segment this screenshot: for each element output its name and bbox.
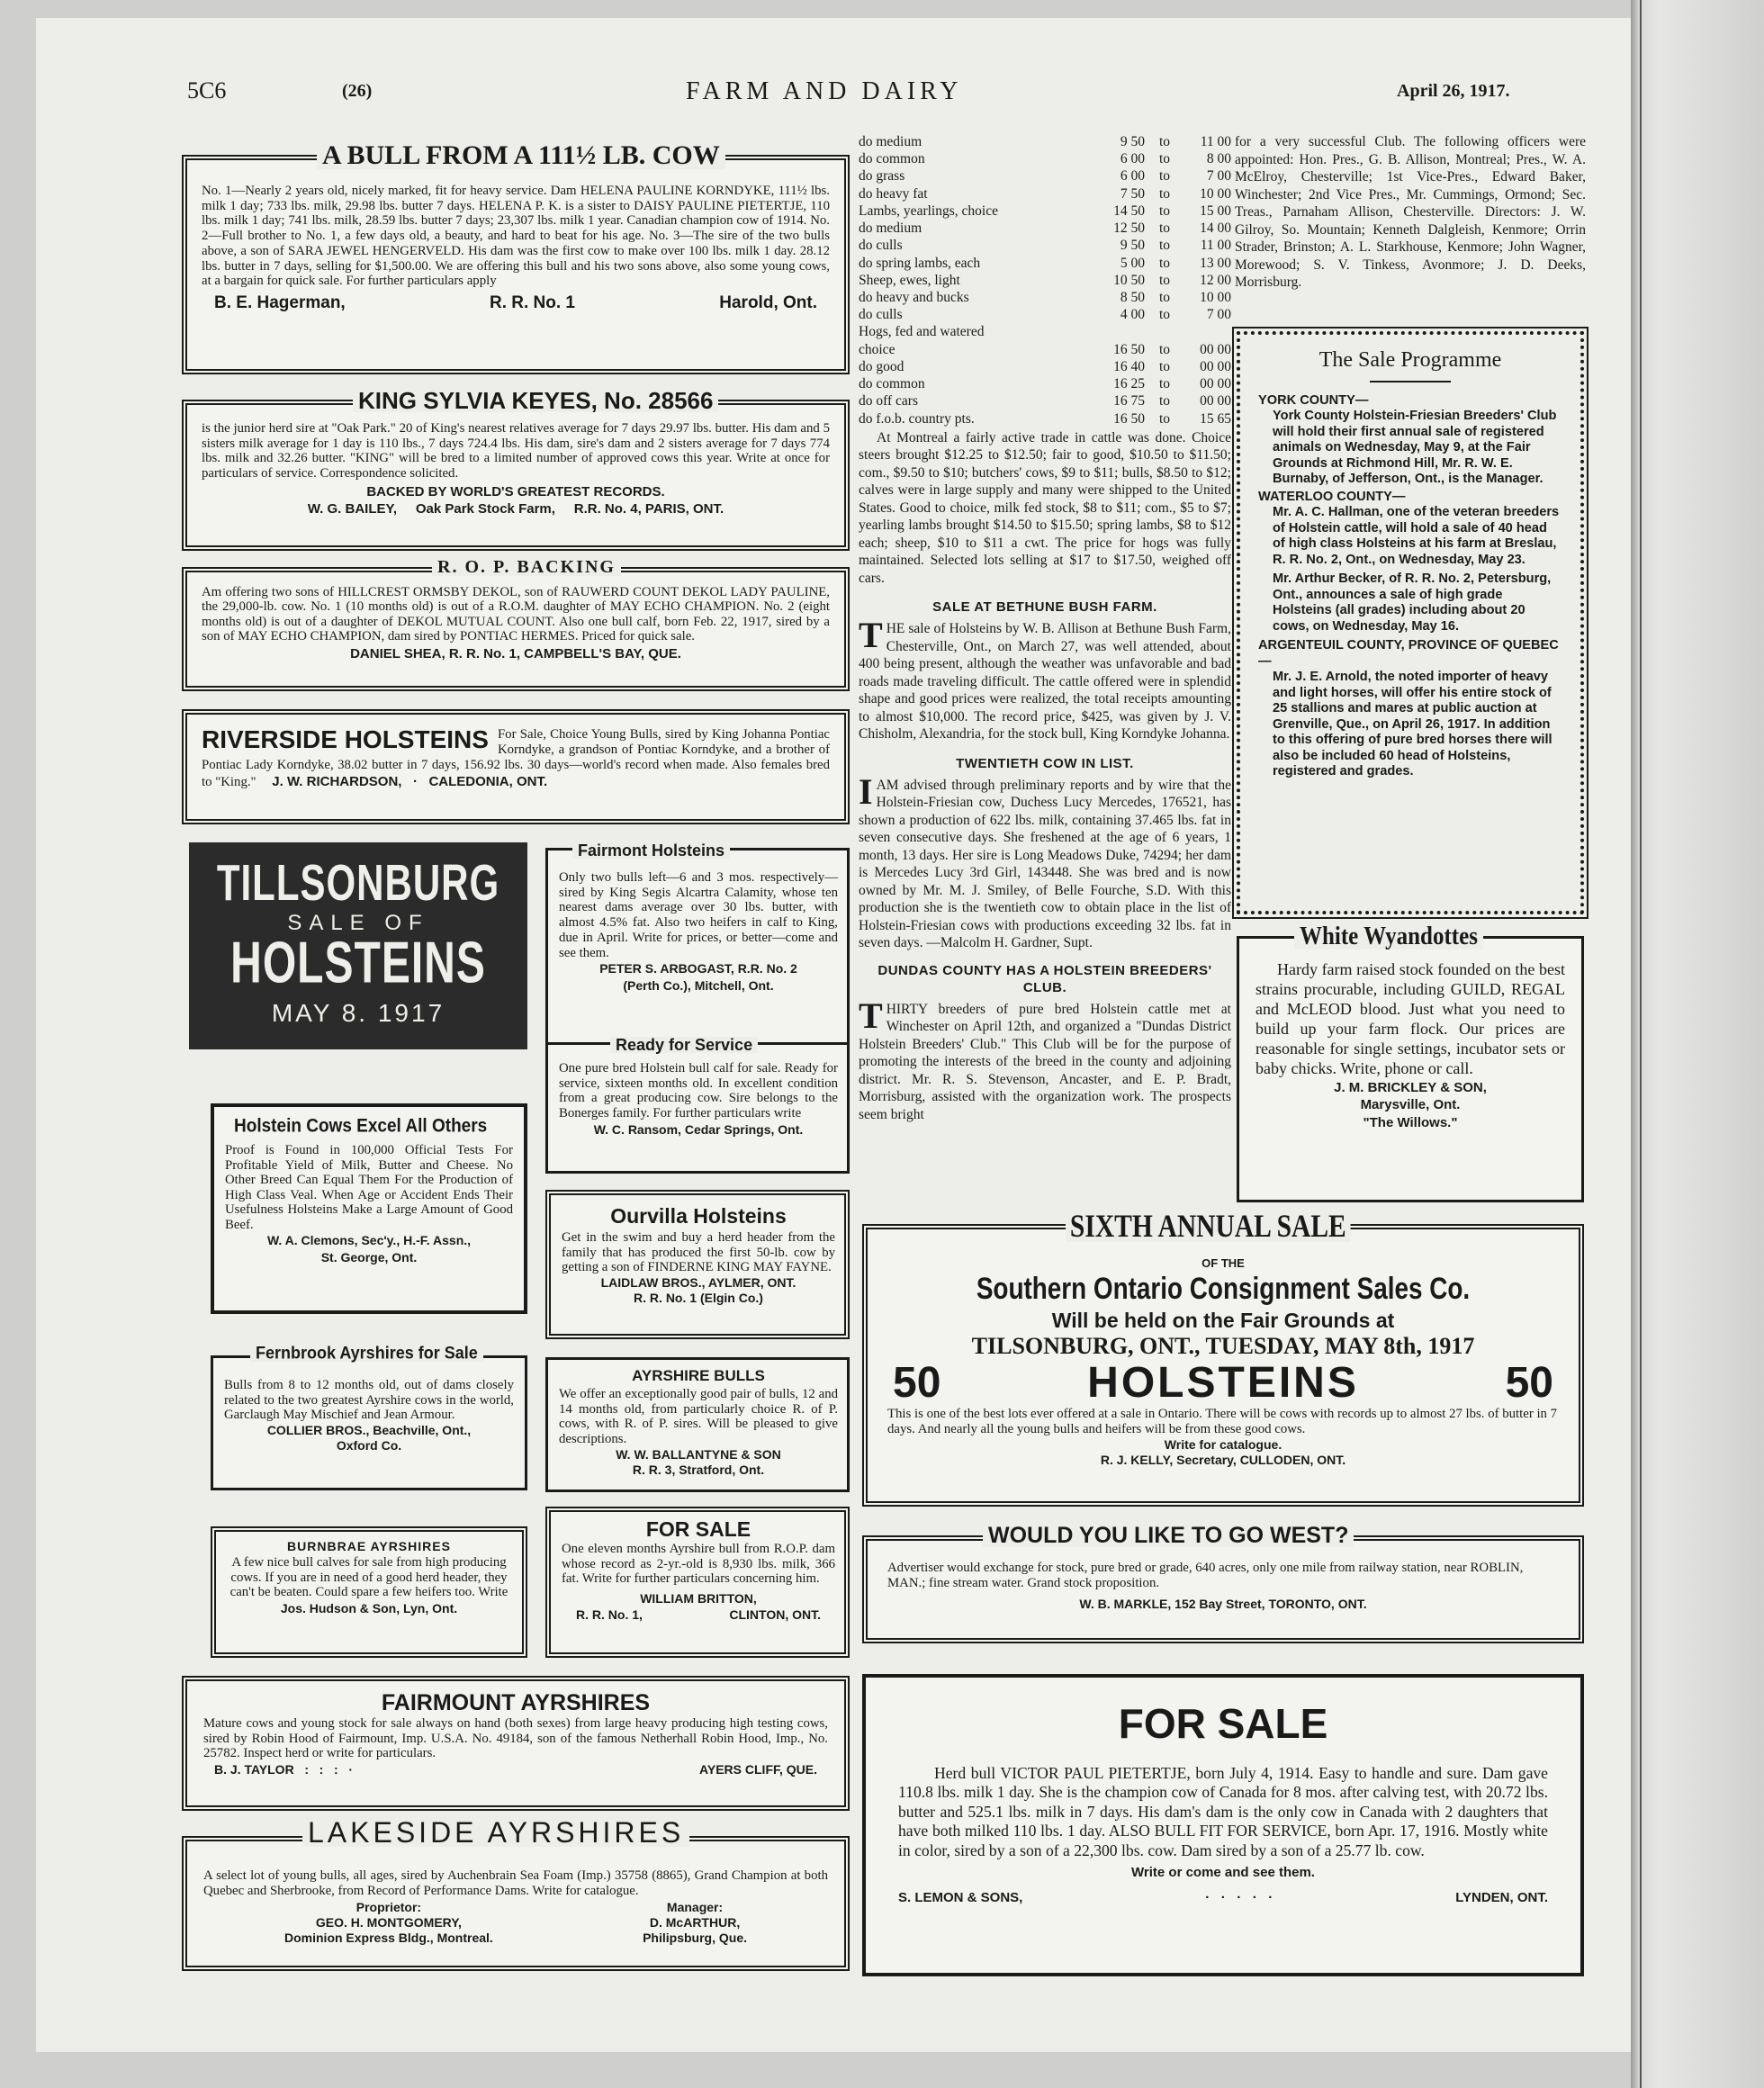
market-cell: 5 00 <box>1120 255 1145 271</box>
drop-cap: T <box>859 994 883 1036</box>
article-title: SALE AT BETHUNE BUSH FARM. <box>932 599 1157 616</box>
ad-signature: DANIEL SHEA, R. R. No. 1, CAMPBELL'S BAY, QUE. <box>350 646 681 662</box>
market-cell: 7 00 <box>1206 307 1231 323</box>
banner-line-4: MAY 8. 1917 <box>271 998 446 1027</box>
market-cell: 12 50 <box>1113 220 1145 237</box>
ad-text: This is one of the best lots ever offered at a sale in Ontario. There will be cows with records up to almost 27 lbs. of butter in 7 days. And nearly all the young bulls and heifers will be from these good cows. <box>887 1407 1558 1437</box>
ad-signature: W. G. BAILEY, Oak Park Stock Farm, R.R. No. 4, PARIS, ONT. <box>307 501 724 518</box>
ad-for-sale-lemon <box>862 1674 1584 1976</box>
market-cell: 14 50 <box>1113 202 1145 219</box>
ad-bull-111 <box>182 155 850 374</box>
ad-headline <box>887 1360 1559 1408</box>
market-cell: Sheep, ewes, light <box>859 272 960 288</box>
ad-signature <box>203 1761 828 1778</box>
market-cell: 10 00 <box>1200 185 1231 202</box>
ad-signature-1: COLLIER BROS., Beachville, Ont., <box>266 1423 472 1438</box>
market-cell: do spring lambs, each <box>859 255 981 271</box>
market-cell: to <box>1158 410 1171 427</box>
market-cell: 00 00 <box>1200 358 1231 374</box>
article-body <box>859 994 1231 1124</box>
ad-text: Herd bull VICTOR PAUL PIETERTJE, born July 4, 1914. Easy to handle and sure. Dam gave 110.8 lbs. milk 1 day. She is the champion cow of Canada for 8 mos. after calving test, with 20.72 lbs. butter and 525.1 lbs. milk in 7 days. His dam's dam is the only cow in Canada with 2 daughters that have both milked 110 lbs. 1 day. ALSO BULL FIT FOR SERVICE, born Apr. 17, 1916. Mostly white in color, sired by a son of a 22,300 lbs. cow. Dam sired by a son of a 25.77 lb. cow. <box>898 1764 1548 1859</box>
ad-signature-1: PETER S. ARBOGAST, R.R. No. 2 <box>599 961 797 976</box>
waterloo-text-2: Mr. Arthur Becker, of R. R. No. 2, Petersburg, Ont., announces a sale of high grade Holsteins (all grades) including about 20 cows, on Wednesday, May 16. <box>1273 572 1552 634</box>
market-cell: to <box>1158 341 1171 357</box>
argenteuil-text: Mr. J. E. Arnold, the noted importer of heavy and light horses, will offer his entire stock of 25 stallions and mares at public auction at Grenville, Que., on April 26, 1917. In addition to this offering of pure bred horses there will also be included 60 head of Holsteins, registered and grades. <box>1273 670 1552 779</box>
market-cell: 8 50 <box>1120 289 1145 305</box>
prop-name: GEO. H. MONTGOMERY, <box>315 1915 462 1930</box>
article-text: HE sale of Holsteins by W. B. Allison at Bethune Bush Farm, Chesterville, Ont., on March 27, was well attended, about 400 being present, although the weather was unfavorable and bad roads made traveling difficult. The cattle offered were in splendid shape and good prices were realized, the total receipts amounting to almost $10,000. The record price, $425, was given by J. V. Chisholm, Alexandria, for the stock bull, King Korndyke Johanna. <box>859 621 1231 742</box>
market-cell: to <box>1158 272 1171 288</box>
page-gutter <box>1631 0 1764 2088</box>
market-cell: to <box>1158 220 1171 237</box>
ad-of-the: OF THE <box>1202 1256 1245 1270</box>
market-cell: to <box>1158 376 1171 392</box>
ad-signature-2: R. R. No. 1 (Elgin Co.) <box>634 1290 763 1305</box>
market-cell: 13 00 <box>1200 255 1231 271</box>
ad-signature: R. J. KELLY, Secretary, CULLODEN, ONT. <box>1100 1452 1346 1467</box>
ad-signature-1: LAIDLAW BROS., AYLMER, ONT. <box>600 1275 796 1291</box>
sig-rr: R. R. No. 1 <box>489 293 575 313</box>
banner-tillsonburg <box>189 842 527 1049</box>
ad-title: Ourvilla Holsteins <box>610 1204 787 1228</box>
ad-text: Advertiser would exchange for stock, pure bred or grade, 640 acres, only one mile from railway station, near ROBLIN, MAN.; fine stream water. Grand stock proposition. <box>887 1561 1524 1590</box>
market-cell: 00 00 <box>1200 393 1231 410</box>
ad-body <box>202 727 830 790</box>
prop-addr: Dominion Express Bldg., Montreal. <box>284 1930 493 1946</box>
ad-text: Hardy farm raised stock founded on the best strains procurable, including GUILD, REGAL and McLEOD blood. Just what you need to build up your farm flock. Our prices are reasonable for single settings, incubator sets or baby chicks. Write, phone or call. <box>1256 960 1565 1077</box>
market-cell: 15 65 <box>1200 410 1231 427</box>
market-cell: 7 00 <box>1206 168 1231 184</box>
ad-title: RIVERSIDE HOLSTEINS <box>202 725 489 753</box>
issue-date: April 26, 1917. <box>1397 81 1510 101</box>
sig-name: S. LEMON & SONS, <box>898 1889 1023 1905</box>
ad-signature <box>898 1889 1548 1907</box>
ad-signature: W. C. Ransom, Cedar Springs, Ont. <box>593 1121 804 1137</box>
ad-signature: Jos. Hudson & Son, Lyn, Ont. <box>280 1601 458 1616</box>
market-column <box>859 133 1231 1213</box>
market-cell: 6 00 <box>1120 151 1145 167</box>
sig-dots: · · · · · <box>1205 1889 1274 1905</box>
market-cell: 16 75 <box>1113 393 1145 410</box>
ad-title: Fernbrook Ayrshires for Sale <box>250 1344 483 1362</box>
ad-title: AYRSHIRE BULLS <box>632 1367 765 1384</box>
ad-write: Write for catalogue. <box>1164 1436 1282 1452</box>
ad-signature-1: J. M. BRICKLEY & SON, <box>1334 1079 1487 1095</box>
mgr-addr: Philipsburg, Que. <box>643 1930 747 1946</box>
ad-signature-2: Marysville, Ont. <box>1360 1097 1461 1113</box>
ad-title: LAKESIDE AYRSHIRES <box>302 1818 689 1847</box>
programme-title: The Sale Programme <box>1318 348 1502 372</box>
ad-lakeside <box>182 1836 850 1971</box>
market-cell: 16 50 <box>1113 341 1145 357</box>
sig-rr: R. R. No. 1, <box>576 1607 643 1623</box>
ad-title: KING SYLVIA KEYES, No. 28566 <box>353 389 718 412</box>
ad-text: is the junior herd sire at "Oak Park." 20 of King's nearest relatives average for 7 days 29.97 lbs. butter. His dam and 5 sisters milk average for 1 day is 110 lbs., 7 days 724.4 lbs. His dam, sire's dam and 2 sisters average for 7 days 774 lbs. milk and 32.26 butter. "KING" will be bred to a limited number of approved cows this year. Write at once for particulars of service. Correspondence solicited. <box>202 421 830 482</box>
divider <box>1370 381 1451 382</box>
market-cell: to <box>1158 202 1171 219</box>
mgr-name: D. McARTHUR, <box>649 1915 741 1930</box>
ad-ourvilla <box>545 1190 850 1339</box>
market-cell <box>1098 323 1145 340</box>
ad-text: A few nice bull calves for sale from high producing cows. If you are in need of a good herd header, they can't be beaten. Could spare a few heifers too. Write <box>230 1555 508 1600</box>
article-body <box>859 770 1231 952</box>
market-cell: 10 00 <box>1200 289 1231 305</box>
ad-signature-2: (Perth Co.), Mitchell, Ont. <box>623 977 774 993</box>
market-cell: 16 25 <box>1113 376 1145 392</box>
ad-go-west <box>862 1535 1584 1643</box>
ad-title: Holstein Cows Excel All Others <box>229 1117 492 1136</box>
market-cell: Lambs, yearlings, choice <box>859 202 998 219</box>
ad-signature-2 <box>562 1606 835 1623</box>
sale-programme <box>1237 331 1584 914</box>
market-cell: to <box>1158 238 1171 254</box>
market-cell: 7 50 <box>1120 185 1145 202</box>
waterloo-text-1: Mr. A. C. Hallman, one of the veteran breeders of Holstein cattle, will hold a sale of 40 head of high class Holsteins at his farm at Breslau, R. R. No. 2, Ont., on Wednesday, May 23. <box>1273 505 1560 567</box>
banner-line-3: HOLSTEINS <box>230 931 486 996</box>
ad-text: Get in the swim and buy a herd header from the family that has produced the first 50-lb. cow by getting a son of FINDERNE KING MAY FAYNE. <box>562 1230 835 1275</box>
market-cell <box>1148 323 1181 340</box>
market-cell: to <box>1158 358 1171 374</box>
ad-signature-2: St. George, Ont. <box>320 1249 418 1264</box>
york-text: York County Holstein-Friesian Breeders' Club will hold their first annual sale of registered animals on Wednesday, May 9, at the Fair Grounds at Richmond Hill, Mr. R. W. E. Burnaby, of Jefferson, Ont., is the Manager. <box>1273 409 1557 487</box>
ad-title: FAIRMOUNT AYRSHIRES <box>381 1690 651 1715</box>
ad-signature-1: W. W. BALLANTYNE & SON <box>616 1446 781 1462</box>
sig-place: Harold, Ont. <box>719 293 817 313</box>
article-title: TWENTIETH COW IN LIST. <box>956 755 1134 771</box>
market-cell: do medium <box>859 220 922 237</box>
market-cell: 9 50 <box>1120 134 1145 149</box>
market-cell: Hogs, fed and watered <box>859 324 985 340</box>
ad-text: Proof is Found in 100,000 Official Tests For Profitable Yield of Milk, Butter and Cheese. No Other Breed Can Equal Them For the Production of High Class Veal. When Age or Accident Ends Their Usefulness Holsteins Make a Large Amount of Good Beef. <box>225 1143 513 1232</box>
ad-ready-for-service <box>545 1042 850 1174</box>
ad-signature: J. W. RICHARDSON, · CALEDONIA, ONT. <box>272 773 548 789</box>
ad-fairmont-holsteins <box>545 848 850 1046</box>
market-cell: 16 40 <box>1113 358 1145 374</box>
market-cell: to <box>1158 134 1171 149</box>
article-text: AM advised through preliminary reports and by wire that the Holstein-Friesian cow, Duchess Lucy Mercedes, 176521, has shown a production of 622 lbs. milk, containing 37.465 lbs. fat in seven consecutive days. She freshened at the age of 6 years, 1 month, 13 days. Her sire is Long Meadows Duke, 74294; her dam is Mercedes Lucy 3rd Girl, 143448. She was bred and is now owned by Mr. M. J. Smiley, of Belle Fourche, S.D. With this production she is the twentieth cow to obtain place in the list of Holstein-Friesian cows with productions exceeding 32 lbs. fat in seven days. —Malcolm H. Gardner, Supt. <box>859 777 1231 951</box>
market-cell: 10 50 <box>1113 272 1145 288</box>
market-cell: do common <box>859 151 925 167</box>
york-heading: YORK COUNTY— <box>1258 392 1369 408</box>
ad-white-wyandottes <box>1237 936 1584 1202</box>
market-cell: 15 00 <box>1200 202 1231 219</box>
montreal-report: At Montreal a fairly active trade in cattle was done. Choice steers brought $12.25 to $12.50; fair to good, $10.50 to $11.50; com., $9.50 to $10; butchers' cows, $9 to $11; bulls, $8.50 to $12; calves were in large supply and many were shipped to the United States. Good to choice, milk fed stock, $8 to $11; com., $5 to $7; yearling lambs brought $14.50 to $15.50; spring lambs, $8 to $12 each; sheep, $10 to $11 a cwt. The price for hogs was fully maintained. Selected lots selling at $17 to $17.50, weighed off cars. <box>859 429 1231 586</box>
ad-holsteins: HOLSTEINS <box>1087 1358 1359 1407</box>
ad-ayrshire-bulls <box>545 1357 850 1492</box>
ad-title: WOULD YOU LIKE TO GO WEST? <box>983 1525 1354 1547</box>
ad-signature <box>203 1900 828 1945</box>
ad-write: Write or come and see them. <box>1131 1865 1315 1881</box>
ad-count-right: 50 <box>1505 1358 1553 1407</box>
ad-title: SIXTH ANNUAL SALE <box>1066 1210 1351 1242</box>
ad-title: FOR SALE <box>645 1517 752 1541</box>
ad-king-sylvia <box>182 400 850 551</box>
ad-title: White Wyandottes <box>1294 923 1483 950</box>
ad-text: A select lot of young bulls, all ages, sired by Auchenbrain Sea Foam (Imp.) 35758 (8865), Grand Champion at both Quebec and Sherbrooke, from Record of Performance Dams. Write for catalogue. <box>203 1868 828 1898</box>
newspaper-page <box>36 18 1631 2052</box>
ad-title: Ready for Service <box>610 1037 758 1053</box>
banner-line-2: SALE OF <box>287 911 429 936</box>
market-cell: to <box>1158 255 1171 271</box>
drop-cap: T <box>859 615 883 656</box>
market-cell: 00 00 <box>1200 341 1231 357</box>
ad-signature: W. B. MARKLE, 152 Bay Street, TORONTO, ONT. <box>1079 1597 1367 1612</box>
market-cell: to <box>1158 185 1171 202</box>
ad-text: One pure bred Holstein bull calf for sale. Ready for service, sixteen months old. In excellent condition from a great producing cow. Sire belongs to the Bonerges family. For further particulars write <box>559 1061 838 1121</box>
ad-where: TILSONBURG, ONT., TUESDAY, MAY 8th, 1917 <box>971 1332 1475 1359</box>
market-cell: to <box>1158 151 1171 167</box>
ad-text: Mature cows and young stock for sale always on hand (both sexes) from large heavy producing high testing cows, sired by Robin Hood of Fairmount, Imp. U.S.A. No. 49184, son of the famous Netherhall Robin Hood, Imp., No. 25782. Inspect herd or write for particulars. <box>203 1716 828 1761</box>
ad-signature <box>202 292 830 315</box>
ad-title: Fairmont Holsteins <box>572 842 730 859</box>
drop-cap: I <box>859 770 873 812</box>
market-cell: 12 00 <box>1200 272 1231 288</box>
market-cell: 8 00 <box>1206 151 1231 167</box>
ad-title: BURNBRAE AYRSHIRES <box>287 1539 451 1553</box>
ad-for-sale-britton <box>545 1507 850 1658</box>
market-cell: do common <box>859 376 925 392</box>
market-cell: do culls <box>859 307 903 323</box>
ad-count-left: 50 <box>893 1358 941 1407</box>
ad-title: A BULL FROM A 111½ LB. COW <box>317 142 725 169</box>
ad-text: For Sale, Choice Young Bulls, sired by King Johanna Pontiac Korndyke, a grandson of Pontiac Korndyke, and a brother of Pontiac Lady Korndyke, 38.02 butter in 7 days, 156.92 lbs. 30 days—world's record when made. Also females bred to "King." <box>202 727 830 789</box>
sig-name: B. J. TAYLOR : : : · <box>214 1762 354 1778</box>
ad-text: No. 1—Nearly 2 years old, nicely marked, fit for heavy service. Dam HELENA PAULINE KORNDYKE, 111½ lbs. milk 1 day; 733 lbs. milk, 29.98 lbs. butter 7 days. HELENA P. K. is a sister to DAISY PAULINE PIETERTJE, 110 lbs. milk 1 day; 741 lbs. milk, 28.59 lbs. butter 7 days; 23,307 lbs. milk 1 year. Canadian champion cow of 1914. No. 2—Full brother to No. 1, a few days old, a beauty, and hard to beat for his age. No. 3—The sire of the two bulls above, a son of SARA JEWEL HENGERVELD. His dam was the first cow to make over 100 lbs. milk 1 day. 28.12 lbs. butter in 7 days, selling for $1,500.00. We are offering this bull and his two sons above, also some young cows, at a bargain for quick sale. For further particulars apply <box>202 184 830 289</box>
ad-fairmount-ayrshires <box>182 1676 850 1811</box>
market-cell: to <box>1158 168 1171 184</box>
sig-manager <box>643 1900 747 1945</box>
ad-title: FOR SALE <box>1118 1700 1328 1747</box>
argenteuil-heading: ARGENTEUIL COUNTY, PROVINCE OF QUEBEC— <box>1258 638 1559 669</box>
ad-fernbrook <box>211 1355 527 1490</box>
sig-place: LYNDEN, ONT. <box>1455 1889 1548 1905</box>
market-cell: to <box>1158 393 1171 410</box>
market-table <box>859 133 1231 428</box>
market-cell: 11 00 <box>1200 134 1231 149</box>
mgr-label: Manager: <box>666 1900 724 1915</box>
ad-riverside <box>182 709 850 824</box>
market-cell: 9 50 <box>1120 238 1145 254</box>
ad-sixth-annual-sale <box>862 1224 1584 1507</box>
market-cell: to <box>1158 289 1171 305</box>
page-number: 5C6 <box>187 77 227 104</box>
ad-signature-1: WILLIAM BRITTON, <box>640 1591 757 1606</box>
market-cell: do off cars <box>859 393 918 410</box>
ad-text: One eleven months Ayrshire bull from R.O.P. dam whose record as 2-yr.-old is 8,930 lbs. milk, 366 fat. Write for further particulars concerning him. <box>562 1542 835 1587</box>
ad-title: R. O. P. BACKING <box>432 558 621 576</box>
sig-proprietor <box>284 1900 493 1945</box>
ad-text: Only two bulls left—6 and 3 mos. respectively—sired by King Segis Alcartra Calamity, whose ten nearest dams average over 30 lbs. butter, with almost 4.5% fat. Also two heifers in calf to King, due in April. Write for prices, or better—come and see them. <box>559 870 838 960</box>
market-cell: 11 00 <box>1200 238 1231 254</box>
market-cell: do grass <box>859 168 905 184</box>
ad-text: Bulls from 8 to 12 months old, out of dams closely related to the two greatest Ayrshire cows in the world, Garclaugh May Mischief and Jean Armour. <box>224 1378 514 1423</box>
folio: (26) <box>342 81 373 101</box>
club-continued: for a very successful Club. The following officers were appointed: Hon. Pres., G. B. Allison, Montreal; Pres., W. A. McElroy, Chesterville; 1st Vice-Pres., Edward Baker, Winchester; 2nd Vice Pres., Mr. Cummings, Ormond; Sec. Treas., Parnaham Allison, Chesterville. Directors: J. W. Gilroy, So. Mountain; Kenneth Dalgleish, Kenmore; Orrin Strader, Brinston; A. L. Starkhouse, Kenmore; John Wagner, Morewood; S. V. Tinkess, Avonmore; J. D. Deeks, Morrisburg. <box>1235 134 1586 291</box>
ad-backed: BACKED BY WORLD'S GREATEST RECORDS. <box>366 483 665 500</box>
market-cell: do heavy fat <box>859 185 928 202</box>
sig-place: AYERS CLIFF, QUE. <box>699 1762 817 1778</box>
market-cell <box>1184 323 1231 340</box>
ad-signature-1: W. A. Clemons, Sec'y., H.-F. Assn., <box>266 1233 472 1248</box>
article-title: DUNDAS COUNTY HAS A HOLSTEIN BREEDERS' CLUB. <box>878 962 1212 995</box>
ad-held: Will be held on the Fair Grounds at <box>1051 1308 1395 1332</box>
market-cell: choice <box>859 341 896 357</box>
market-cell: 16 50 <box>1113 410 1145 427</box>
prop-label: Proprietor: <box>356 1900 422 1915</box>
page-title: FARM AND DAIRY <box>686 77 963 105</box>
article-body <box>859 615 1231 743</box>
article-text: HIRTY breeders of pure bred Holstein cattle met at Winchester on April 12th, and organized a "Dundas District Holstein Breeders' Club." This Club will be for the purpose of promoting the interests of the breed in the county and adjoining district. Mr. R. S. Stevenson, Ancaster, and E. P. Bradt, Morrisburg, assisted with the organization work. The prospects seem bright <box>859 1001 1231 1122</box>
ad-signature-3: "The Willows." <box>1363 1114 1458 1130</box>
waterloo-heading: WATERLOO COUNTY— <box>1258 489 1406 504</box>
market-cell: to <box>1158 307 1171 323</box>
ad-text: Am offering two sons of HILLCREST ORMSBY DEKOL, son of RAUWERD COUNT DEKOL LADY PAULINE, the 29,000-lb. cow. No. 1 (10 months old) is out of a R.O.M. daughter of MAY ECHO CHAMPION. No. 2 (eight months old) is out of a daughter of DEKOL MUTUAL COUNT. Also one bull calf, born Feb. 22, 1917, sired by a son of MAY ECHO CHAMPION, dam sired by PONTIAC HERMES. Priced for quick sale. <box>202 585 830 644</box>
ad-burnbrae <box>211 1526 527 1658</box>
ad-text: We offer an exceptionally good pair of bulls, 12 and 14 months old, from particularly choice R. of P. cows, with R. of P. sires. Will be pleased to give descriptions. <box>559 1387 838 1447</box>
market-cell: do culls <box>859 238 903 254</box>
market-cell: do medium <box>859 134 922 149</box>
sig-place: CLINTON, ONT. <box>729 1607 821 1623</box>
ad-signature-2: Oxford Co. <box>336 1437 402 1453</box>
ad-rop-backing <box>182 567 850 691</box>
banner-line-1: TILLSONBURG <box>216 853 500 912</box>
market-cell: do f.o.b. country pts. <box>859 410 975 427</box>
ad-signature-2: R. R. 3, Stratford, Ont. <box>632 1462 765 1477</box>
market-cell: 00 00 <box>1200 376 1231 392</box>
ad-company: Southern Ontario Consignment Sales Co. <box>976 1272 1471 1306</box>
market-cell: 4 00 <box>1120 307 1145 323</box>
gutter-line <box>1640 0 1642 2088</box>
market-cell: 14 00 <box>1200 220 1231 237</box>
market-cell: do heavy and bucks <box>859 289 969 305</box>
market-cell: 6 00 <box>1120 168 1145 184</box>
market-cell: do good <box>859 358 904 374</box>
sig-name: B. E. Hagerman, <box>214 293 346 313</box>
